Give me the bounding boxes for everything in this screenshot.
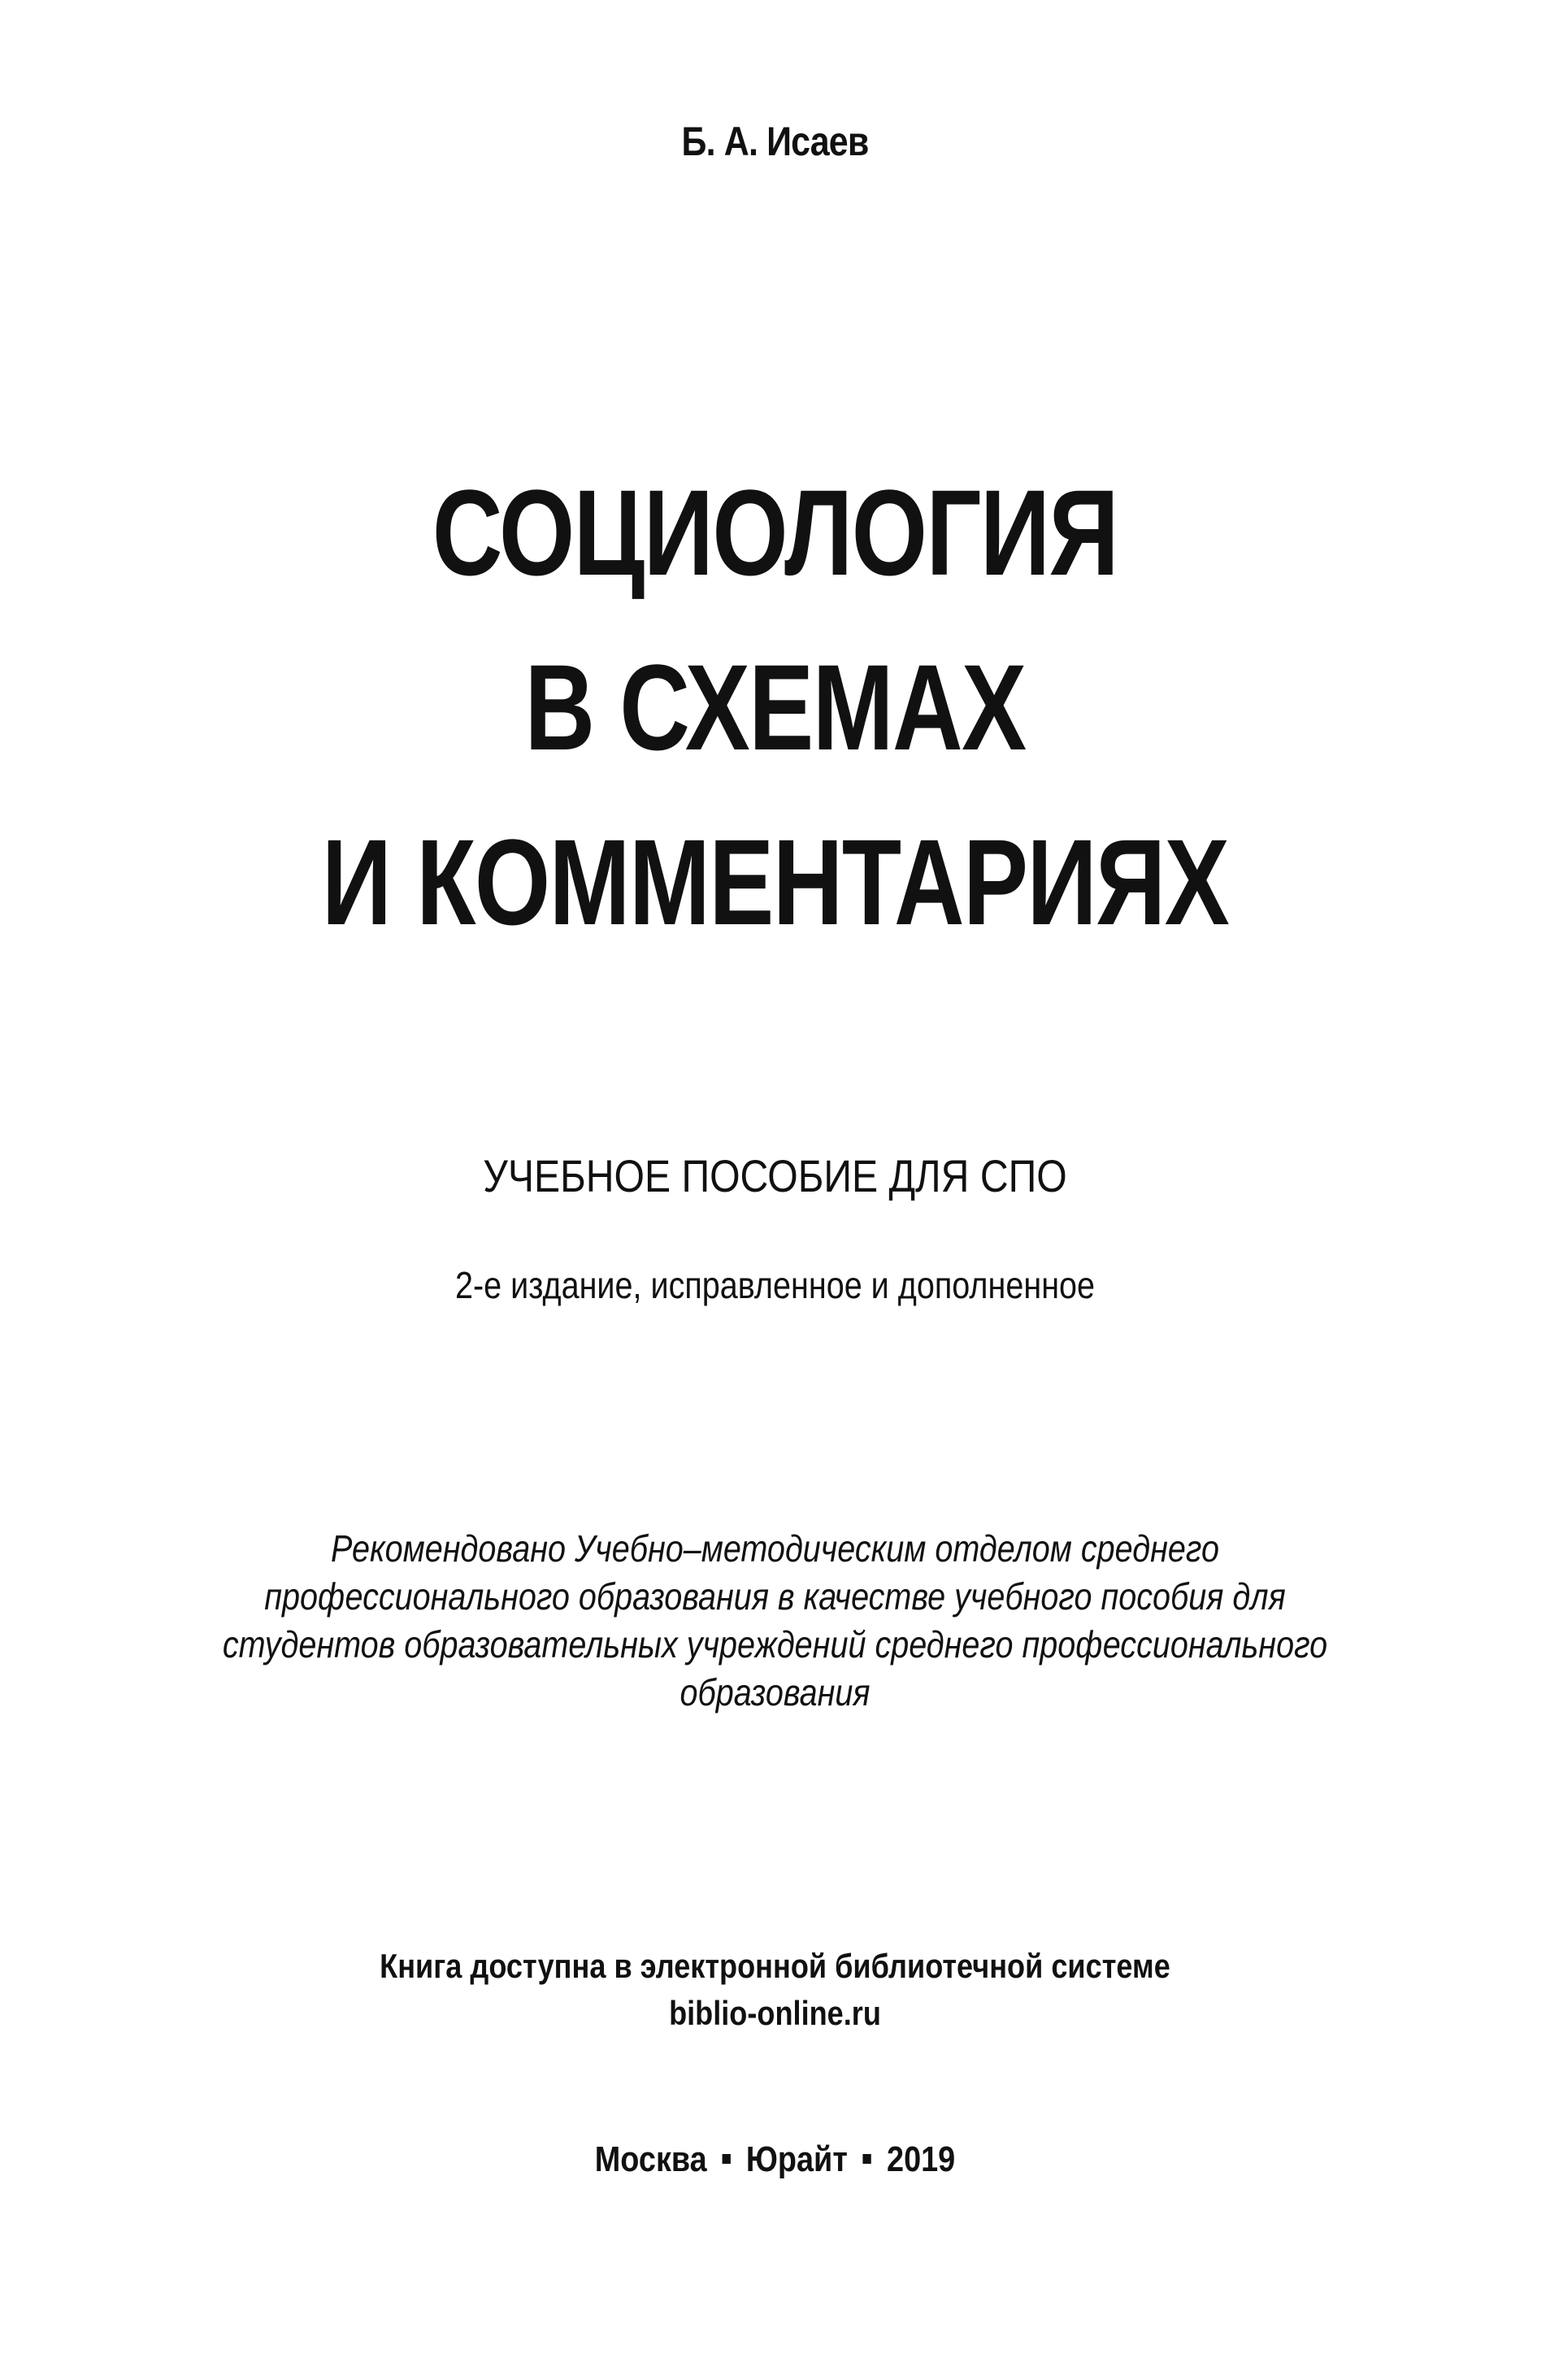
edition-note: 2-е издание, исправленное и дополненное xyxy=(454,1264,1096,1306)
book-title-line: В СХЕМАХ xyxy=(524,639,1026,775)
library-url: biblio-online.ru xyxy=(669,1994,881,2032)
author-name: Б. А. Исаев xyxy=(681,119,869,164)
imprint xyxy=(108,2139,1441,2180)
recommendation-line: образования xyxy=(679,1671,871,1713)
book-title xyxy=(155,445,1396,970)
recommendation-line: студентов образовательных учреждений среднего профессионального xyxy=(222,1623,1328,1666)
imprint-publisher: Юрайт xyxy=(745,2139,848,2179)
recommendation-line: Рекомендовано Учебно–методическим отделом среднего xyxy=(331,1527,1219,1570)
book-subtitle: УЧЕБНОЕ ПОСОБИЕ ДЛЯ СПО xyxy=(483,1150,1067,1201)
recommendation-line: профессионального образования в качестве учебного пособия для xyxy=(264,1575,1286,1618)
imprint-year: 2019 xyxy=(887,2139,956,2179)
recommendation-note xyxy=(108,1525,1441,1717)
separator-square-icon xyxy=(723,2154,731,2164)
book-title-line: СОЦИОЛОГИЯ xyxy=(432,464,1118,601)
separator-square-icon xyxy=(863,2154,871,2164)
availability-line: Книга доступна в электронной библиотечной системе xyxy=(380,1947,1170,1985)
book-title-line: И КОММЕНТАРИЯХ xyxy=(321,814,1229,950)
imprint-city: Москва xyxy=(594,2139,707,2179)
availability-note xyxy=(108,1943,1441,2037)
